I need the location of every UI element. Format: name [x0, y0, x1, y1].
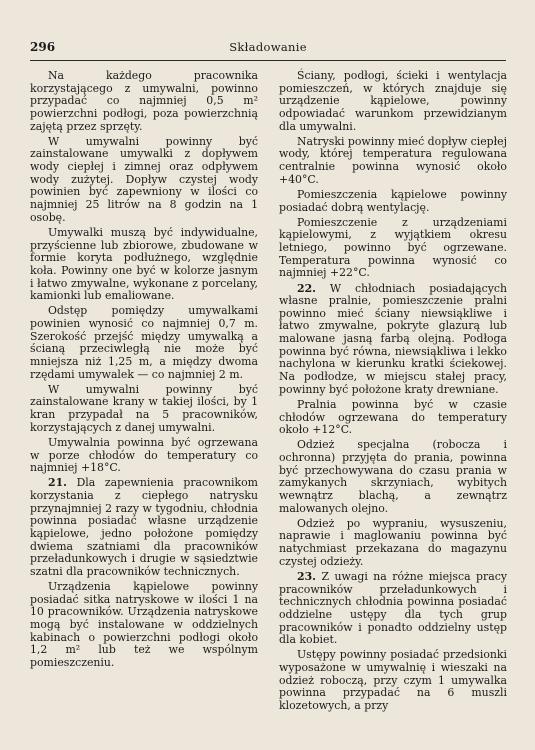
page-header — [30, 40, 506, 60]
paragraph: Ustępy powinny posiadać przedsionki wyposażone w umywalnię i wieszaki na odzież roboczą, przy czym 1 umywalka powinna przypadać na 6 muszli klozetowych, a przy — [279, 648, 507, 712]
paragraph: W umywalni powinny być zainstalowane krany w takiej ilości, by 1 kran przypadał na 5 pracowników, korzystających z danej umywalni. — [30, 382, 258, 434]
paragraph: Odzież specjalna (robocza i ochronna) przyjęta do prania, powinna być przechowywana do czasu prania w zamykanych skrzyniach, wybitych wewnątrz blachą, a zewnątrz malowanych olejno. — [279, 438, 507, 515]
paragraph: Odstęp pomiędzy umywalkami powinien wynosić co najmniej 0,7 m. Szerokość przejść między umywalką a ścianą przeciwległą nie może być mniejsza niż 1,25 m, a między dwoma rzędami umywalek — co najmniej 2 m. — [30, 304, 258, 381]
running-title: Składowanie — [229, 40, 307, 54]
page-number: 296 — [30, 40, 56, 54]
paragraph: Umywalnia powinna być ogrzewana w porze chłodów do temperatury co najmniej +18°C. — [30, 435, 258, 475]
paragraph: Umywalki muszą być indywidualne, przyścienne lub zbiorowe, zbudowane w formie koryta podłużnego, względnie koła. Powinny one być w kolorze jasnym i łatwo zmywalne, wykonane z porcelany, kamionki lub emaliowane. — [30, 225, 258, 303]
paragraph: Odzież po wypraniu, wysuszeniu, naprawie i maglowaniu powinna być natychmiast przekazana do magazynu czystej odzieży. — [279, 516, 507, 568]
paragraph: Urządzenia kąpielowe powinny posiadać sitka natryskowe w ilości 1 na 10 pracowników. Urządzenia natryskowe mogą być instalowane w oddzielnych kabinach o powierzchni podłogi około 1,2 m² lub też we wspólnym pomieszczeniu. — [30, 580, 258, 670]
section-paragraph: 22. W chłodniach posiadających własne pralnie, pomieszczenie pralni powinno mieć ściany niewsiąkliwe i łatwo zmywalne, pokryte glazurą lub malowane jasną farbą olejną. Podłoga powinna być równa, niewsiąkliwa i lekko nachylona w kierunku kratki ściekowej. Na podłodze, w miejscu stałej pracy, powinny być położone kraty drewniane. — [279, 281, 508, 396]
paragraph: Na każdego pracownika korzystającego z umywalni, powinno przypadać co najmniej 0,5 m² powierzchni podłogi, poza powierzchnią zajętą przez sprzęty. — [30, 69, 258, 133]
left-column — [30, 70, 258, 672]
section-paragraph: 23. Z uwagi na różne miejsca pracy pracowników przeładunkowych i technicznych chłodnia powinna posiadać oddzielne ustępy dla tych grup pracowników i ponadto oddzielny ustęp dla kobiet. — [279, 569, 507, 647]
section-paragraph: 21. Dla zapewnienia pracownikom korzystania z ciepłego natrysku przynajmniej 2 razy w tygodniu, chłodnia powinna posiadać własne urządzenie kąpielowe, jedno położone pomiędzy dwiema szatniami dla pracowników przeładunkowych i drugie w sąsiedztwie szatni dla pracowników technicznych. — [30, 476, 258, 578]
section-number: 23. — [297, 569, 316, 583]
paragraph: Pomieszczenie z urządzeniami kąpielowymi, z wyjątkiem okresu letniego, powinno być ogrzewane. Temperatura powinna wynosić co najmniej +22°C. — [279, 215, 507, 280]
paragraph: Pomieszczenia kąpielowe powinny posiadać dobrą wentylację. — [279, 187, 507, 214]
right-column — [279, 70, 507, 715]
paragraph: Pralnia powinna być w czasie chłodów ogrzewana do temperatury około +12°C. — [279, 397, 507, 437]
paragraph: Natryski powinny mieć dopływ ciepłej wody, której temperatura regulowana centralnie powinna wynosić około +40°C. — [279, 134, 508, 186]
paragraph: Ściany, podłogi, ścieki i wentylacja pomieszczeń, w których znajduje się urządzenie kąpielowe, powinny odpowiadać warunkom przewidzianym dla umywalni. — [279, 69, 507, 133]
section-number: 22. — [297, 281, 316, 295]
paragraph: W umywalni powinny być zainstalowane umywalki z dopływem wody ciepłej i zimnej oraz odpływem wody zużytej. Dopływ czystej wody powinien być zapewniony w ilości co najmniej 25 litrów na 8 godzin na 1 osobę. — [30, 134, 258, 224]
section-number: 21. — [48, 476, 67, 490]
header-rule — [30, 60, 506, 61]
